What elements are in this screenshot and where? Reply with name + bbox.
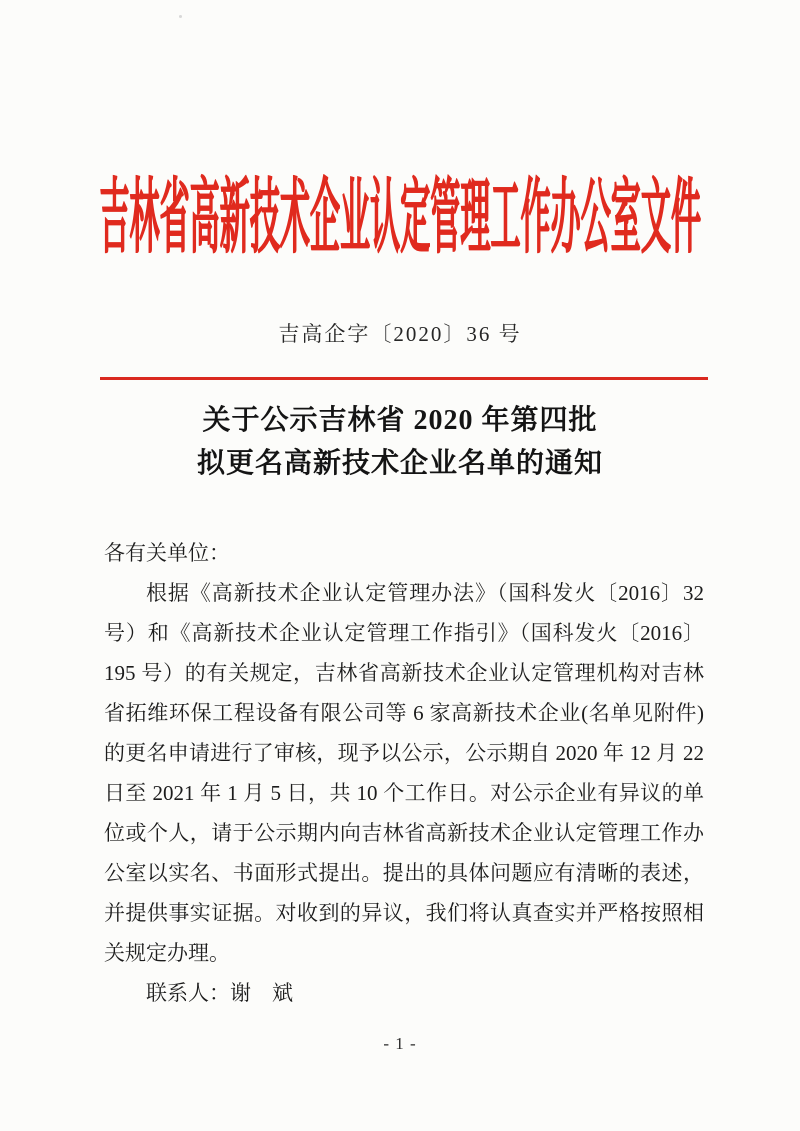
contact-person-line: 联系人：谢 斌 (146, 981, 293, 1005)
body-line: 号）和《高新技术企业认定管理工作指引》（国科发火〔2016〕 (104, 621, 704, 645)
salutation-line: 各有关单位： (104, 541, 230, 565)
body-line: 公室以实名、书面形式提出。提出的具体问题应有清晰的表述， (104, 861, 704, 885)
body-line: 位或个人，请于公示期内向吉林省高新技术企业认定管理工作办 (104, 821, 704, 845)
body-line: 的更名申请进行了审核，现予以公示，公示期自 2020 年 12 月 22 (104, 741, 704, 765)
body-line: 根据《高新技术企业认定管理办法》（国科发火〔2016〕32 (146, 581, 704, 605)
body-line: 195 号）的有关规定，吉林省高新技术企业认定管理机构对吉林 (104, 661, 704, 685)
document-title-line1: 关于公示吉林省 2020 年第四批 (202, 405, 598, 436)
document-body (104, 533, 704, 1013)
document-title-line2: 拟更名高新技术企业名单的通知 (196, 448, 603, 479)
document-title (0, 399, 800, 485)
red-header-banner (0, 170, 800, 263)
scan-speck (179, 15, 182, 18)
red-separator-rule (100, 377, 708, 380)
page-number: - 1 - (383, 1034, 417, 1053)
body-line: 日至 2021 年 1 月 5 日，共 10 个工作日。对公示企业有异议的单 (104, 781, 704, 805)
body-line: 省拓维环保工程设备有限公司等 6 家高新技术企业(名单见附件) (104, 701, 704, 725)
body-line: 并提供事实证据。对收到的异议，我们将认真查实并严格按照相 (104, 901, 704, 925)
issuing-office-banner-text: 吉林省高新技术企业认定管理工作办公室文件 (99, 170, 701, 263)
body-line: 关规定办理。 (104, 941, 230, 965)
document-reference-number: 吉高企字〔2020〕36 号 (278, 322, 522, 346)
